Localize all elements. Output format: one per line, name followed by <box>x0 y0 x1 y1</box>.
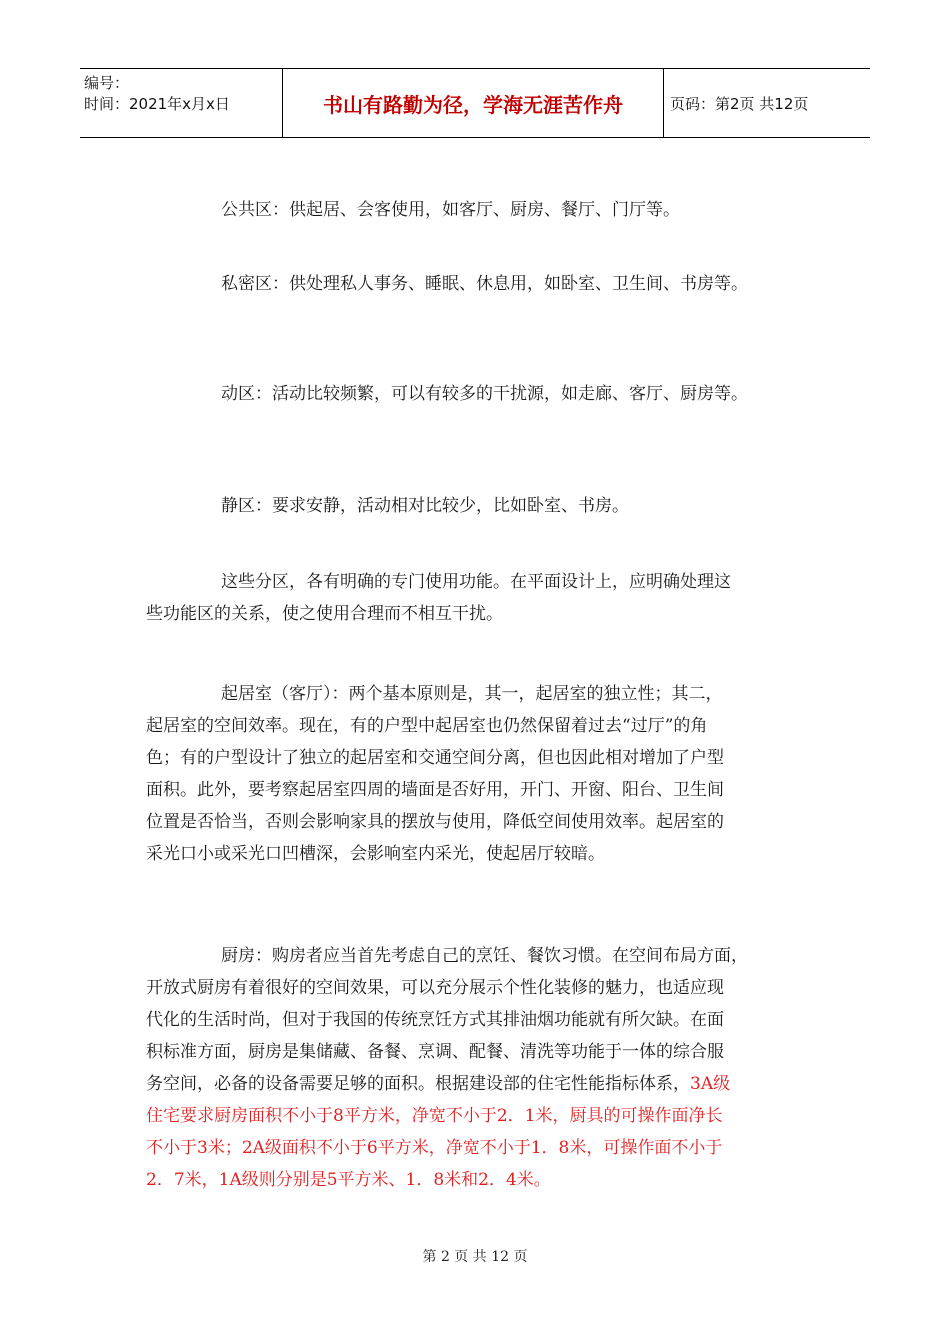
paragraph-kitchen: 厨房：购房者应当首先考虑自己的烹饪、餐饮习惯。在空间布局方面， 开放式厨房有着很好的空间效果，可以充分展示个性化装修的魅力，也适应现 代化的生活时尚，但对于我国的传统烹饪方式其排油烟功能就有所欠缺。在面 积标准方面，厨房是集储藏、备餐、烹调、配餐、清洗等功能于一体的综合服 务空间，必备的设备需要足够的面积。根据建设部的住宅性能指标体系，3A级 住宅要求厨房面积不小于8平方米，净宽不小于2．1米，厨具的可操作面净长 不小于3米；2A级面积不小于6平方米，净宽不小于1．8米，可操作面不小于 2．7米，1A级则分别是5平方米、1．8米和2．4米。 <box>146 940 748 1196</box>
kitchen-line-5: 务空间，必备的设备需要足够的面积。根据建设部的住宅性能指标体系，3A级 <box>146 1074 731 1094</box>
highlight-text: 住宅要求厨房面积不小于8平方米，净宽不小于2．1米，厨具的可操作面净长 <box>146 1106 723 1126</box>
code-label: 编号： <box>84 74 130 92</box>
header-motto: 书山有路勤为径，学海无涯苦作舟 <box>282 69 664 137</box>
date-line: 时间：2021年x月x日 <box>84 95 230 113</box>
paragraph-active-zone: 动区：活动比较频繁，可以有较多的干扰源，如走廊、客厅、厨房等。 <box>221 384 748 404</box>
highlight-text: 不小于3米；2A级面积不小于6平方米，净宽不小于1．8米，可操作面不小于 <box>146 1138 723 1158</box>
header-page-info: 页码：第2页 共12页 <box>670 94 809 113</box>
highlight-text: 3A级 <box>690 1074 731 1094</box>
page-header <box>80 68 870 138</box>
paragraph-quiet-zone: 静区：要求安静，活动相对比较少，比如卧室、书房。 <box>221 496 629 516</box>
header-left <box>84 73 280 115</box>
highlight-text: 2．7米，1A级则分别是5平方米、1．8米和2．4米。 <box>146 1170 551 1190</box>
paragraph-zoning: 这些分区，各有明确的专门使用功能。在平面设计上，应明确处理这 些功能区的关系，使之使用合理而不相互干扰。 <box>146 572 731 624</box>
paragraph-living-room: 起居室（客厅）：两个基本原则是，其一，起居室的独立性；其二， 起居室的空间效率。现在，有的户型中起居室也仍然保留着过去“过厅”的角 色；有的户型设计了独立的起居室和交通空间分离，但也因此相对增加了户型 面积。此外，要考察起居室四周的墙面是否好用，开门、开窗、阳台、卫生间 位置是否恰当，否则会影响家具的摆放与使用，降低空间使用效率。起居室的 采光口小或采光口凹槽深，会影响室内采光，使起居厅较暗。 <box>146 684 724 864</box>
paragraph-public-zone: 公共区：供起居、会客使用，如客厅、厨房、餐厅、门厅等。 <box>221 200 680 220</box>
page-footer: 第 2 页 共 12 页 <box>422 1249 528 1265</box>
paragraph-private-zone: 私密区：供处理私人事务、睡眠、休息用，如卧室、卫生间、书房等。 <box>221 274 748 294</box>
